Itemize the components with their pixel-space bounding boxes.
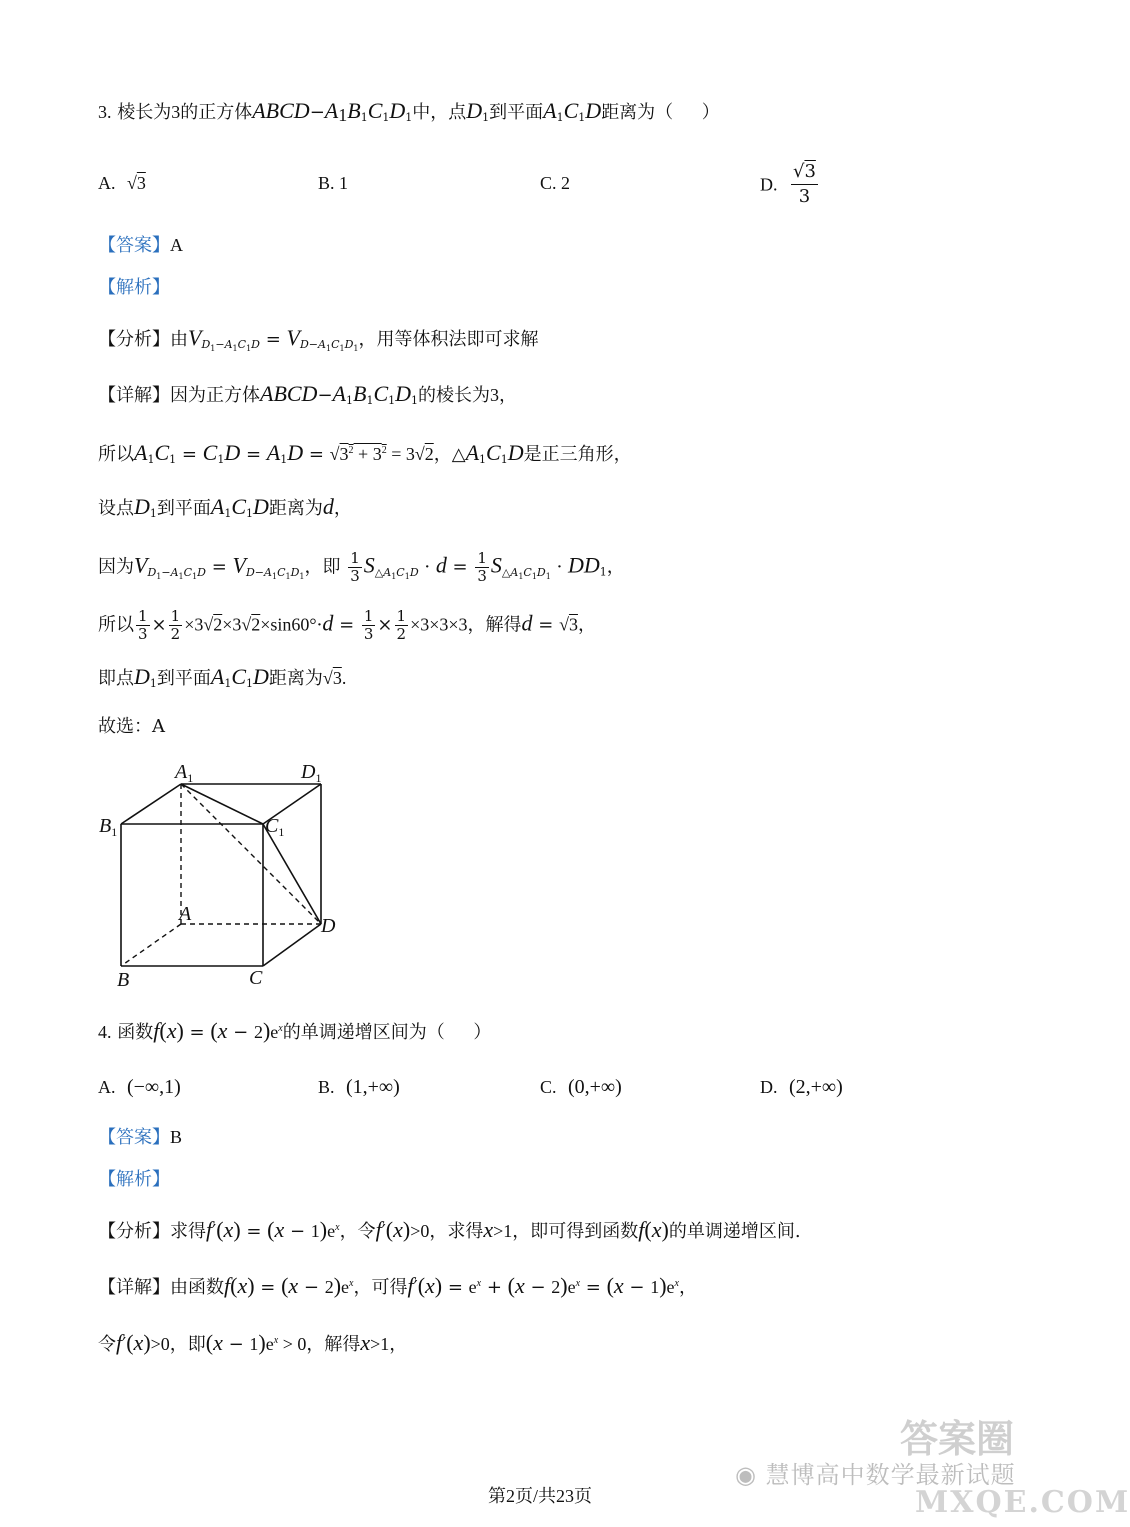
label-b: B xyxy=(117,969,130,991)
edge-a-b xyxy=(121,924,181,966)
label-c: C xyxy=(249,967,263,989)
q3-detail-1: 【详解】因为正方体$ABCD-A_1B_1C_1D_1$的棱长为3， xyxy=(98,381,518,407)
q3-fenxi: 【分析】由$V_{D_1-A_1C_1D} = V_{D-A_1C_1D_1}$，用等体积法即可求解 xyxy=(98,325,539,353)
page-footer: 第2页/共23页 xyxy=(487,1486,592,1506)
answer-tag: 【答案】 xyxy=(98,1127,170,1148)
q4-answer xyxy=(98,1124,182,1151)
edge-a1-d xyxy=(181,784,321,924)
wechat-icon: ◉ xyxy=(735,1461,757,1489)
label-c1: $C_1$ xyxy=(265,815,285,839)
q3-detail-3: 设点$D_1$到平面$A_1C_1D$距离为d， xyxy=(98,494,352,520)
fenxi-tag: 【分析】 xyxy=(98,329,170,350)
q3-answer-value: A xyxy=(170,235,183,255)
edge-a1-c1 xyxy=(181,784,263,824)
label-b1: $B_1$ xyxy=(99,815,118,839)
q3-option-c: C. 2 xyxy=(540,173,571,193)
watermark-source-text: 慧博高中数学最新试题 xyxy=(765,1461,1016,1489)
q3-option-d: D. $\frac{√3}{3}$ xyxy=(760,161,816,207)
watermark-site: MXQE.COM xyxy=(915,1485,1130,1520)
q3-detail-4: 因为$V_{D_1-A_1C_1D} = V_{D-A_1C_1D_1}$，即 $\frac{1}{3}$ $S_{\triangle A_1C_1D} \cdot d$ = $\frac{1}{3}$ $S_{\triangle A_1C_1D_1} \cdot DD_1$， xyxy=(98,549,625,585)
label-a1: $A_1$ xyxy=(175,761,194,785)
q3-detail-6: 即点$D_1$到平面$A_1C_1D$距离为√3. xyxy=(98,664,347,690)
q4-option-c: C. (0,+∞) xyxy=(540,1076,622,1098)
q4-option-a: A. (−∞,1) xyxy=(98,1076,181,1098)
q3-option-b: B. 1 xyxy=(318,173,349,193)
q3-detail-2: 所以$A_1C_1 = C_1D = A_1D = √3^2 + 3^2 = 3√2$，$\triangle A_1C_1D$是正三角形， xyxy=(98,440,632,466)
q4-fenxi: 【分析】求得$f'(x) = (x - 1)e^x$，令f′(x)>0，求得x>1，即可得到函数f(x)的单调递增区间. xyxy=(98,1217,801,1242)
q4-detail-1: 【详解】由函数$f(x) = (x - 2)e^x$，可得$f'(x) = e^x + (x - 2)e^x = (x - 1)e^x$， xyxy=(98,1273,697,1298)
q4-answer-value: B xyxy=(170,1127,183,1147)
label-d1: $D_1$ xyxy=(301,761,322,785)
answer-tag: 【答案】 xyxy=(98,235,170,256)
q3-answer xyxy=(98,232,183,259)
watermark-logo: 答案圈 xyxy=(900,1416,1015,1461)
analysis-tag: 【解析】 xyxy=(98,277,170,298)
q4-analysis-tag xyxy=(98,1167,170,1193)
label-d: D xyxy=(321,915,336,937)
xiangjie-tag: 【详解】 xyxy=(98,1277,170,1298)
analysis-tag: 【解析】 xyxy=(98,1169,170,1190)
label-a: A xyxy=(179,903,192,925)
q3-detail-5: 所以 $\frac{1}{3}$ × $\frac{1}{2}$ ×3√2×3√2×sin60°·d = $\frac{1}{3}$ × $\frac{1}{2}$ ×3×3×3，解得d = √3， xyxy=(98,607,596,643)
q3-stem: 3. 棱长为3的正方体$ABCD-A_1B_1C_1D_1$中，点$D_1$到平面$A_1C_1D$距离为（ ） xyxy=(98,98,720,125)
edge-a1-b1 xyxy=(121,784,181,824)
cube-figure xyxy=(95,758,355,990)
q4-option-d: D. (2,+∞) xyxy=(760,1076,843,1098)
q4-option-b: B. (1,+∞) xyxy=(318,1076,400,1098)
q4-stem: 4. 函数$f(x) = (x - 2)e^x$的单调递增区间为（ ） xyxy=(98,1018,492,1043)
xiangjie-tag: 【详解】 xyxy=(98,385,170,406)
edge-c-d xyxy=(263,924,321,966)
fenxi-tag: 【分析】 xyxy=(98,1221,170,1242)
q3-option-a: A. √3 xyxy=(98,173,146,193)
q4-detail-2: 令f′(x)>0，即$(x - 1)e^x > 0$，解得x>1， xyxy=(98,1330,408,1355)
q3-analysis-tag xyxy=(98,275,170,301)
q3-conclusion: 故选：A xyxy=(98,716,165,737)
